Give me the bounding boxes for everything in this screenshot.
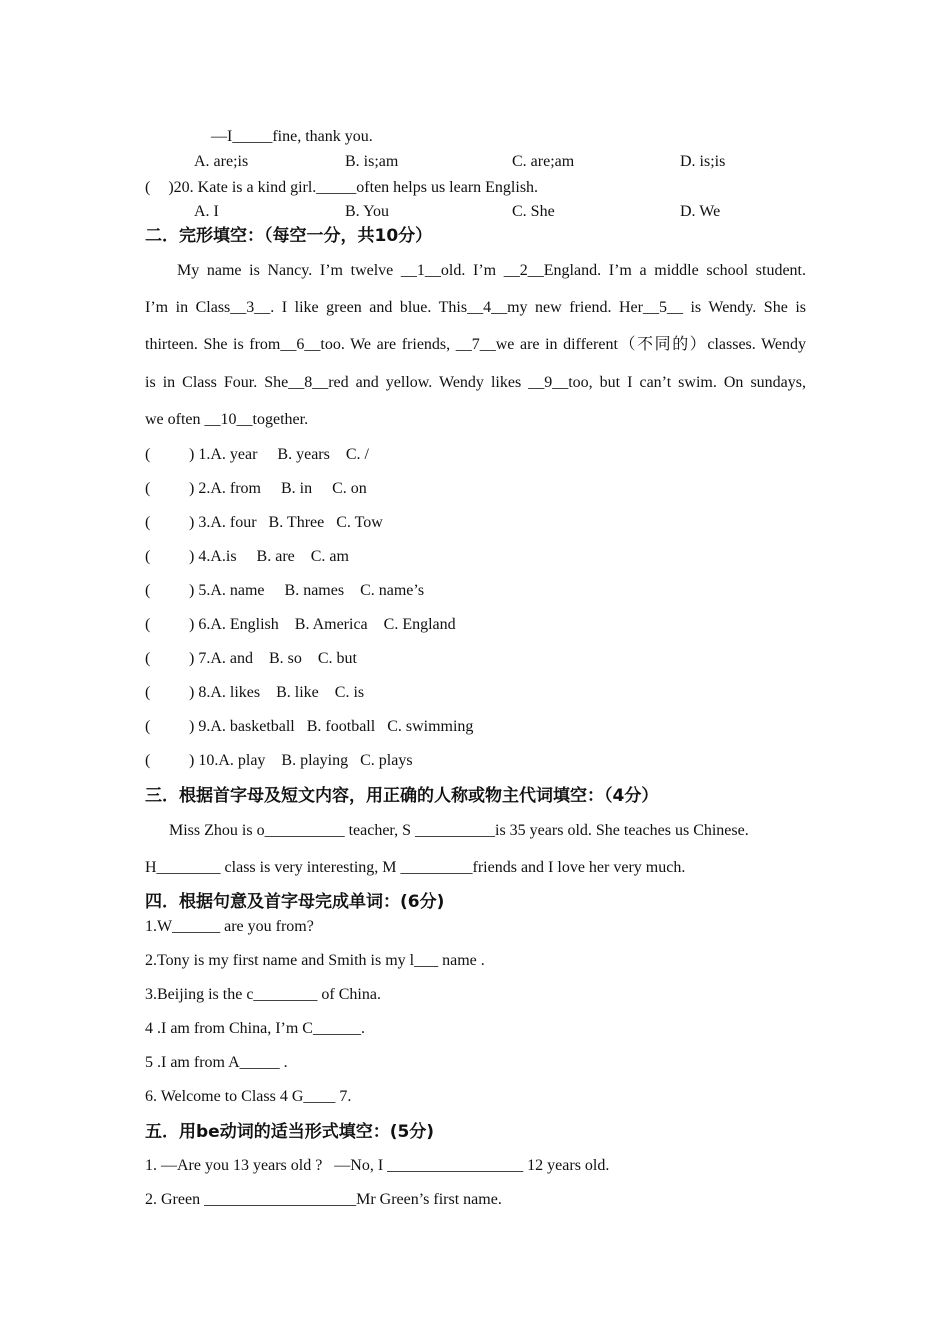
section4-item-6: 6. Welcome to Class 4 G____ 7. — [145, 1088, 352, 1105]
passage-line-5: we often __10__together. — [145, 411, 309, 428]
section3-line-1: Miss Zhou is o__________ teacher, S __________is 35 years old. She teaches us Chinese. — [169, 822, 749, 839]
section3-line-2: H________ class is very interesting, M _________friends and I love her very much. — [145, 859, 686, 876]
passage-line-3: thirteen. She is from__6__too. We are friends, __7__we are in different（不同的）classes. Wendy — [145, 336, 806, 353]
section5-item-2: 2. Green ___________________Mr Green’s first name. — [145, 1191, 502, 1208]
q20-option-b: B. You — [345, 203, 390, 220]
q20-question — [145, 178, 538, 198]
answer-paren: ( — [145, 582, 151, 599]
question-text: ) 10.A. play B. playing C. plays — [189, 752, 413, 769]
q19-option-a: A. are;is — [194, 153, 249, 170]
section4-heading: 四．根据句意及首字母完成单词：(6分) — [145, 892, 445, 912]
answer-paren: ( — [145, 684, 151, 701]
question-text: ) 9.A. basketball B. football C. swimming — [189, 718, 474, 735]
passage-line-4: is in Class Four. She__8__red and yellow. Wendy likes __9__too, but I can’t swim. On sundays, — [145, 374, 806, 391]
section3-heading: 三．根据首字母及短文内容，用正确的人称或物主代词填空：（4分） — [145, 786, 659, 806]
cloze-question-10 — [145, 751, 413, 771]
answer-paren: ( — [145, 480, 151, 497]
section4-item-4: 4 .I am from China, I’m C______. — [145, 1020, 365, 1037]
q19-option-b: B. is;am — [345, 153, 399, 170]
q20-option-c: C. She — [512, 203, 555, 220]
section4-item-1: 1.W______ are you from? — [145, 918, 314, 935]
q20-text: )20. Kate is a kind girl._____often helps us learn English. — [168, 179, 539, 196]
cloze-question-8 — [145, 683, 364, 703]
cloze-question-6 — [145, 615, 456, 635]
answer-paren: ( — [145, 616, 151, 633]
cloze-question-1 — [145, 445, 369, 465]
passage-line-2: I’m in Class__3__. I like green and blue. This__4__my new friend. Her__5__ is Wendy. She is — [145, 299, 806, 316]
q20-paren: ( — [145, 179, 151, 196]
question-text: ) 7.A. and B. so C. but — [189, 650, 357, 667]
passage-line-1: My name is Nancy. I’m twelve __1__old. I’m __2__England. I’m a middle school student. — [177, 262, 806, 279]
q19-answer-line: —I_____fine, thank you. — [211, 128, 373, 145]
cloze-question-2 — [145, 479, 367, 499]
q20-option-a: A. I — [194, 203, 219, 220]
answer-paren: ( — [145, 514, 151, 531]
cloze-question-3 — [145, 513, 383, 533]
question-text: ) 2.A. from B. in C. on — [189, 480, 367, 497]
q19-option-d: D. is;is — [680, 153, 726, 170]
q19-option-c: C. are;am — [512, 153, 575, 170]
question-text: ) 6.A. English B. America C. England — [189, 616, 456, 633]
answer-paren: ( — [145, 446, 151, 463]
section2-heading: 二．完形填空：（每空一分，共10分） — [145, 226, 433, 246]
cloze-question-9 — [145, 717, 473, 737]
question-text: ) 5.A. name B. names C. name’s — [189, 582, 425, 599]
section4-item-2: 2.Tony is my first name and Smith is my l___ name . — [145, 952, 485, 969]
answer-paren: ( — [145, 718, 151, 735]
answer-paren: ( — [145, 548, 151, 565]
q20-option-d: D. We — [680, 203, 721, 220]
section4-item-5: 5 .I am from A_____ . — [145, 1054, 288, 1071]
cloze-question-7 — [145, 649, 357, 669]
question-text: ) 8.A. likes B. like C. is — [189, 684, 365, 701]
cloze-question-5 — [145, 581, 424, 601]
question-text: ) 1.A. year B. years C. / — [189, 446, 369, 463]
cloze-question-4 — [145, 547, 349, 567]
section4-item-3: 3.Beijing is the c________ of China. — [145, 986, 381, 1003]
answer-paren: ( — [145, 752, 151, 769]
question-text: ) 4.A.is B. are C. am — [189, 548, 349, 565]
question-text: ) 3.A. four B. Three C. Tow — [189, 514, 383, 531]
section5-item-1: 1. —Are you 13 years old ? —No, I _________________ 12 years old. — [145, 1157, 610, 1174]
answer-paren: ( — [145, 650, 151, 667]
section5-heading: 五．用be动词的适当形式填空：(5分) — [145, 1122, 435, 1142]
